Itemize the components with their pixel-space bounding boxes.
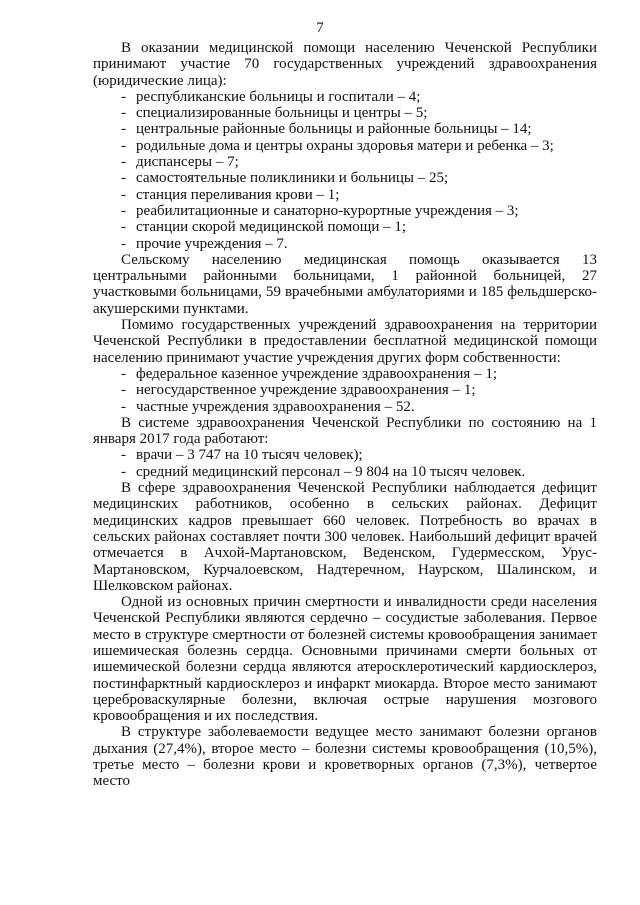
list-item	[121, 447, 597, 463]
list-item	[121, 89, 597, 105]
paragraph-staff-shortage: В сфере здравоохранения Чеченской Республики наблюдается дефицит медицинских работников, особенно в сельских районах. Дефицит медицинских кадров превышает 660 человек. Потребность во врачах в сельских районах составляет почти 300 человек. Наибольший дефицит врачей отмечается в Ачхой-Мартановском, Веденском, Гудермесском, Урус-Мартановском, Курчалоевском, Надтеречном, Наурском, Шалинском, и Шелковском районах.	[93, 480, 597, 594]
list-other-institutions	[93, 366, 597, 415]
list-item-text: прочие учреждения – 7.	[136, 235, 288, 252]
list-item-text: станция переливания крови – 1;	[136, 186, 340, 203]
list-item-text: центральные районные больницы и районные больницы – 14;	[136, 121, 532, 138]
bullet-dash: -	[121, 447, 126, 464]
bullet-dash: -	[121, 365, 126, 382]
bullet-dash: -	[121, 154, 126, 171]
bullet-dash: -	[121, 235, 126, 252]
list-item-text: родильные дома и центры охраны здоровья матери и ребенка – 3;	[136, 137, 554, 154]
list-item-text: врачи – 3 747 на 10 тысяч человек);	[136, 447, 363, 464]
list-item-text: средний медицинский персонал – 9 804 на 10 тысяч человек.	[136, 463, 526, 480]
paragraph-staff-intro: В системе здравоохранения Чеченской Республики по состоянию на 1 января 2017 года работают:	[93, 414, 597, 448]
paragraph-mortality: Одной из основных причин смертности и инвалидности среди населения Чеченской Республики являются сердечно – сосудистые заболевания. Первое место в структуре смертности от болезней системы кровообращения занимает ишемическая болезнь сердца. Основными причинами смерти больных от ишемической болезни сердца являются атеросклеротический кардиосклероз, постинфарктный кардиосклероз и инфаркт миокарда. Второе место занимают цереброваскулярные болезни, включая острые нарушения мозгового кровообращения и их последствия.	[93, 594, 597, 725]
list-item	[121, 187, 597, 203]
list-item-text: станции скорой медицинской помощи – 1;	[136, 219, 407, 236]
paragraph-rural-care: Сельскому населению медицинская помощь оказывается 13 центральными районными больницами, 1 районной больницей, 27 участковыми больницами, 59 врачебными амбулаториями и 185 фельдшерско-акушерскими пунктами.	[93, 251, 597, 317]
list-item-text: специализированные больницы и центры – 5;	[136, 105, 428, 122]
paragraph-morbidity: В структуре заболеваемости ведущее место занимают болезни органов дыхания (27,4%), второе место – болезни системы кровообращения (10,5%), третье место – болезни крови и кроветворных органов (7,3%), четвертое место	[93, 724, 597, 790]
paragraph-other-institutions: Помимо государственных учреждений здравоохранения на территории Чеченской Республики в предоставлении бесплатной медицинской помощи населению принимают участие учреждения других форм собственности:	[93, 317, 597, 366]
page-body	[93, 40, 597, 790]
bullet-dash: -	[121, 219, 126, 236]
list-item	[121, 121, 597, 137]
list-state-institutions	[93, 89, 597, 252]
list-item	[121, 366, 597, 382]
bullet-dash: -	[121, 382, 126, 399]
bullet-dash: -	[121, 202, 126, 219]
list-item	[121, 382, 597, 398]
list-item	[121, 154, 597, 170]
list-item	[121, 464, 597, 480]
paragraph-institutions-intro: В оказании медицинской помощи населению Чеченской Республики принимают участие 70 государственных учреждений здравоохранения (юридические лица):	[93, 40, 597, 89]
list-item	[121, 203, 597, 219]
list-item-text: диспансеры – 7;	[136, 154, 239, 171]
bullet-dash: -	[121, 398, 126, 415]
list-item	[121, 105, 597, 121]
bullet-dash: -	[121, 463, 126, 480]
page-number: 7	[316, 20, 324, 36]
bullet-dash: -	[121, 170, 126, 187]
list-staff	[93, 447, 597, 480]
list-item	[121, 138, 597, 154]
list-item-text: реабилитационные и санаторно-курортные учреждения – 3;	[136, 202, 519, 219]
bullet-dash: -	[121, 105, 126, 122]
list-item	[121, 399, 597, 415]
list-item	[121, 170, 597, 186]
list-item-text: федеральное казенное учреждение здравоохранения – 1;	[136, 365, 497, 382]
list-item-text: негосударственное учреждение здравоохранения – 1;	[136, 382, 476, 399]
bullet-dash: -	[121, 121, 126, 138]
list-item	[121, 219, 597, 235]
list-item-text: самостоятельные поликлиники и больницы – 25;	[136, 170, 449, 187]
bullet-dash: -	[121, 137, 126, 154]
bullet-dash: -	[121, 88, 126, 105]
bullet-dash: -	[121, 186, 126, 203]
list-item	[121, 236, 597, 252]
list-item-text: частные учреждения здравоохранения – 52.	[136, 398, 415, 415]
list-item-text: республиканские больницы и госпитали – 4;	[136, 88, 421, 105]
